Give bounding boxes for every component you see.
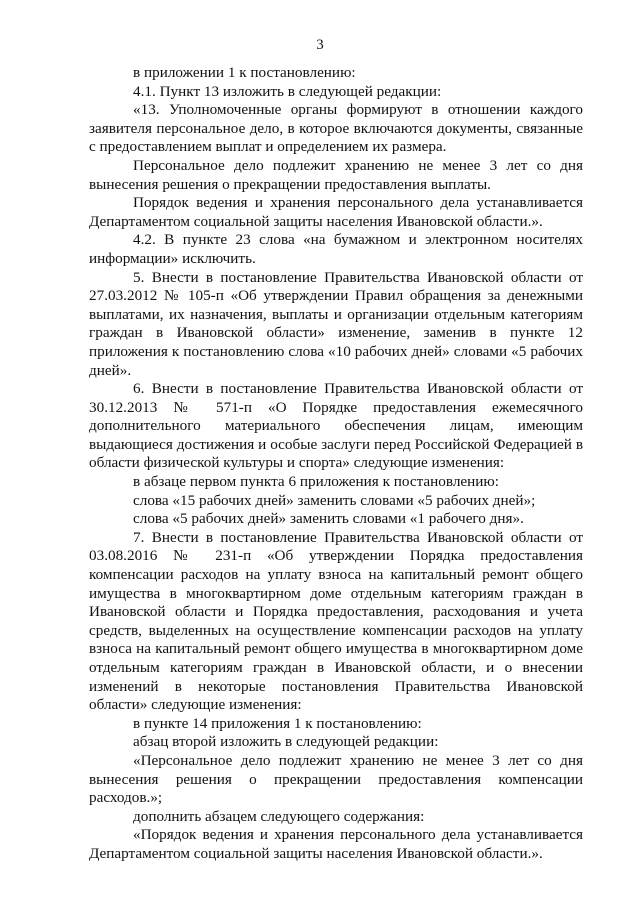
paragraph: в пункте 14 приложения 1 к постановлению:	[133, 714, 422, 732]
paragraph: 6. Внести в постановление Правительства Ивановской области от 30.12.2013 № 571-п «О Порядке предоставления ежемесячного дополнительного материального обеспечения лицам, имеющим выдающиеся достижения и особые заслуги перед Российской Федерацией в области физической культуры и спорта» следующие изменения:	[89, 380, 583, 472]
paragraph: «Порядок ведения и хранения персонального дела устанавливается Департаментом социальной защиты населения Ивановской области.».	[89, 826, 583, 862]
paragraph: 4.2. В пункте 23 слова «на бумажном и электронном носителях информации» исключить.	[89, 231, 583, 267]
paragraph: абзац второй изложить в следующей редакции:	[133, 733, 439, 751]
paragraph: дополнить абзацем следующего содержания:	[133, 807, 425, 825]
paragraph: «13. Уполномоченные органы формируют в отношении каждого заявителя персональное дело, в которое включаются документы, связанные с предоставлением выплат и определением их размера.	[89, 101, 583, 156]
paragraph: 5. Внести в постановление Правительства Ивановской области от 27.03.2012 № 105-п «Об утверждении Правил обращения за денежными выплатами, их назначения, выплаты и организации отдельным категориям граждан в Ивановской области» изменение, заменив в пункте 12 приложения к постановлению слова «10 рабочих дней» словами «5 рабочих дней».	[89, 268, 583, 379]
paragraph: 7. Внести в постановление Правительства Ивановской области от 03.08.2016 № 231-п «Об утверждении Порядка предоставления компенсации расходов на уплату взноса на капитальный ремонт общего имущества в многоквартирном доме отдельным категориям граждан в Ивановской области и Порядка предоставления, расходования и учета средств, выделенных на осуществление компенсации расходов на уплату взноса на капитальный ремонт общего имущества в многоквартирном доме отдельным категориям граждан в Ивановской области, и о внесении изменений в некоторые постановления Правительства Ивановской области» следующие изменения:	[89, 528, 583, 714]
paragraph: слова «5 рабочих дней» заменить словами «1 рабочего дня».	[133, 510, 524, 528]
paragraph: 4.1. Пункт 13 изложить в следующей редакции:	[133, 82, 442, 100]
paragraph: «Персональное дело подлежит хранению не менее 3 лет со дня вынесения решения о прекращении предоставления компенсации расходов.»;	[89, 751, 583, 807]
paragraph: слова «15 рабочих дней» заменить словами «5 рабочих дней»;	[133, 491, 536, 509]
page-number: 3	[316, 37, 324, 53]
document-body	[89, 64, 583, 864]
paragraph: Персональное дело подлежит хранению не менее 3 лет со дня вынесения решения о прекращении предоставления выплаты.	[89, 156, 583, 193]
paragraph: в абзаце первом пункта 6 приложения к постановлению:	[133, 473, 499, 491]
paragraph: Порядок ведения и хранения персонального дела устанавливается Департаментом социальной защиты населения Ивановской области.».	[89, 194, 583, 230]
paragraph: в приложении 1 к постановлению:	[133, 64, 356, 81]
